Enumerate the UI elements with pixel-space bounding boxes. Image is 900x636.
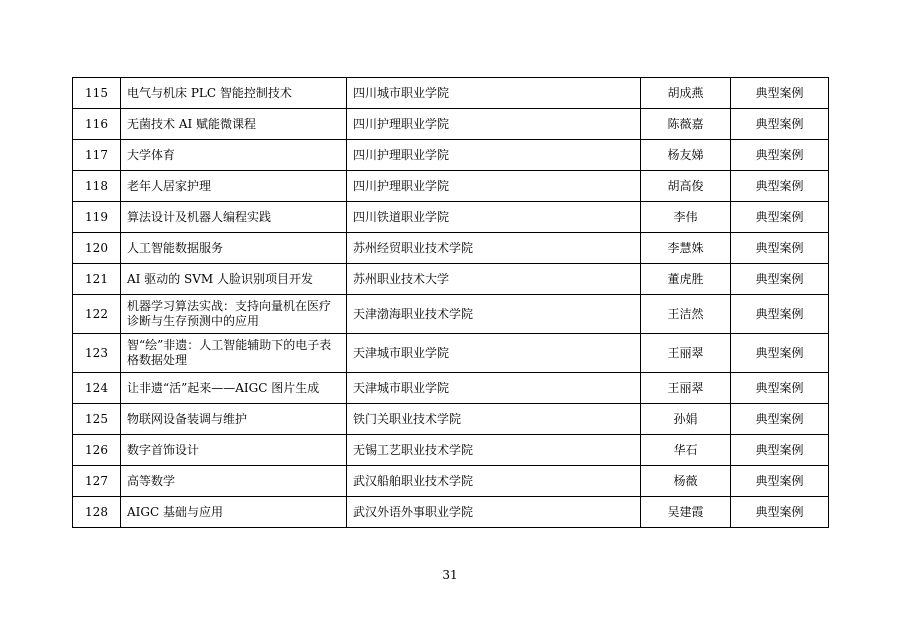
case-type: 典型案例 [731,140,829,171]
person-name: 董虎胜 [641,264,731,295]
person-name: 王丽翠 [641,373,731,404]
table-row [73,78,829,109]
table-row [73,373,829,404]
course-title: 数字首饰设计 [121,435,347,466]
case-type: 典型案例 [731,78,829,109]
table-row [73,264,829,295]
table-row [73,202,829,233]
case-type: 典型案例 [731,435,829,466]
school-name: 天津城市职业学院 [347,373,641,404]
case-type: 典型案例 [731,202,829,233]
table-row [73,233,829,264]
case-type: 典型案例 [731,109,829,140]
course-title: 机器学习算法实战：支持向量机在医疗诊断与生存预测中的应用 [121,295,347,334]
row-number: 119 [73,202,121,233]
row-number: 121 [73,264,121,295]
table-row [73,140,829,171]
case-type: 典型案例 [731,466,829,497]
course-title: 人工智能数据服务 [121,233,347,264]
school-name: 苏州职业技术大学 [347,264,641,295]
course-title: AI 驱动的 SVM 人脸识别项目开发 [121,264,347,295]
course-title: AIGC 基础与应用 [121,497,347,528]
school-name: 四川护理职业学院 [347,171,641,202]
course-title: 让非遗“活”起来——AIGC 图片生成 [121,373,347,404]
person-name: 王洁然 [641,295,731,334]
school-name: 四川城市职业学院 [347,78,641,109]
row-number: 124 [73,373,121,404]
school-name: 武汉外语外事职业学院 [347,497,641,528]
course-title: 算法设计及机器人编程实践 [121,202,347,233]
person-name: 吴建霞 [641,497,731,528]
table-row [73,109,829,140]
school-name: 四川铁道职业学院 [347,202,641,233]
case-type: 典型案例 [731,171,829,202]
case-list-table [72,77,829,528]
row-number: 125 [73,404,121,435]
case-type: 典型案例 [731,373,829,404]
table-row [73,466,829,497]
table-row [73,435,829,466]
person-name: 杨薇 [641,466,731,497]
row-number: 127 [73,466,121,497]
row-number: 117 [73,140,121,171]
person-name: 李伟 [641,202,731,233]
course-title: 老年人居家护理 [121,171,347,202]
case-type: 典型案例 [731,295,829,334]
school-name: 武汉船舶职业技术学院 [347,466,641,497]
person-name: 王丽翠 [641,334,731,373]
course-title: 高等数学 [121,466,347,497]
table-row [73,404,829,435]
course-title: 电气与机床 PLC 智能控制技术 [121,78,347,109]
person-name: 陈薇嘉 [641,109,731,140]
person-name: 胡成燕 [641,78,731,109]
school-name: 天津城市职业学院 [347,334,641,373]
table-body [73,78,829,528]
row-number: 123 [73,334,121,373]
school-name: 苏州经贸职业技术学院 [347,233,641,264]
case-type: 典型案例 [731,497,829,528]
table-row [73,497,829,528]
course-title: 大学体育 [121,140,347,171]
person-name: 李慧姝 [641,233,731,264]
case-type: 典型案例 [731,233,829,264]
course-title: 物联网设备装调与维护 [121,404,347,435]
table-row [73,171,829,202]
case-type: 典型案例 [731,264,829,295]
school-name: 无锡工艺职业技术学院 [347,435,641,466]
row-number: 122 [73,295,121,334]
row-number: 128 [73,497,121,528]
row-number: 116 [73,109,121,140]
school-name: 四川护理职业学院 [347,140,641,171]
person-name: 胡高俊 [641,171,731,202]
case-type: 典型案例 [731,404,829,435]
course-title: 智“绘”非遗：人工智能辅助下的电子表格数据处理 [121,334,347,373]
person-name: 华石 [641,435,731,466]
person-name: 孙娟 [641,404,731,435]
row-number: 118 [73,171,121,202]
table-row [73,295,829,334]
school-name: 铁门关职业技术学院 [347,404,641,435]
row-number: 120 [73,233,121,264]
person-name: 杨友娣 [641,140,731,171]
table-row [73,334,829,373]
school-name: 天津渤海职业技术学院 [347,295,641,334]
row-number: 115 [73,78,121,109]
course-title: 无菌技术 AI 赋能微课程 [121,109,347,140]
row-number: 126 [73,435,121,466]
school-name: 四川护理职业学院 [347,109,641,140]
case-type: 典型案例 [731,334,829,373]
page-number: 31 [442,568,458,582]
